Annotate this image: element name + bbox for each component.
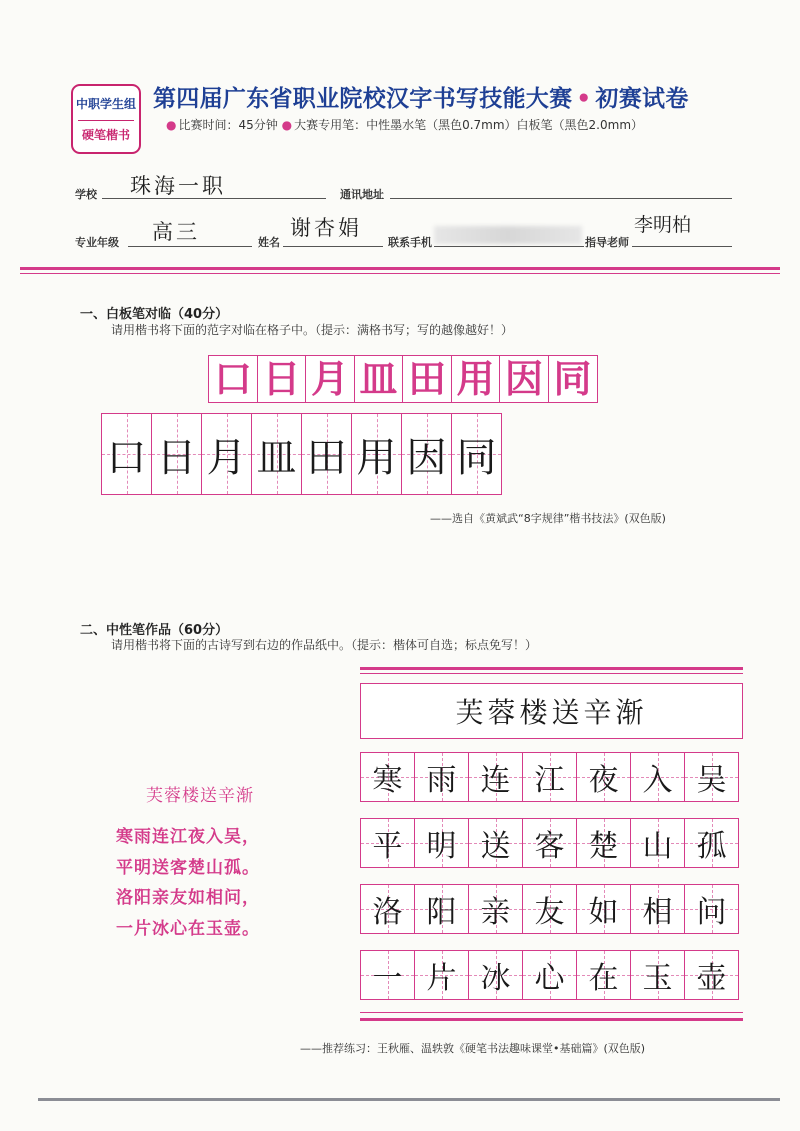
work-char: 洛	[372, 895, 403, 930]
title-dot: •	[576, 86, 592, 112]
work-char: 江	[534, 763, 565, 798]
phone-redacted	[434, 226, 582, 244]
model-char: 田	[402, 355, 452, 403]
work-char: 冰	[480, 961, 511, 996]
practice-cell[interactable]	[301, 413, 352, 495]
work-cell[interactable]	[360, 884, 415, 934]
practice-char: 田	[306, 434, 347, 481]
bullet-icon: ●	[166, 118, 177, 132]
work-char: 山	[642, 829, 673, 864]
model-char: 皿	[354, 355, 404, 403]
model-char: 日	[257, 355, 307, 403]
work-char: 壶	[696, 961, 727, 996]
work-char: 寒	[372, 763, 403, 798]
section2-title: 二、中性笔作品（60分）	[80, 623, 229, 638]
work-cell[interactable]	[468, 884, 523, 934]
work-paper-top-rule	[360, 667, 743, 670]
teacher-underline	[632, 245, 732, 247]
work-cell[interactable]	[576, 752, 631, 802]
model-char: 用	[451, 355, 501, 403]
name-value[interactable]: 谢杏娟	[290, 216, 362, 240]
work-cell[interactable]	[468, 818, 523, 868]
work-paper-top-rule-thin	[360, 673, 743, 674]
work-char: 夜	[588, 763, 619, 798]
exam-title-main: 第四届广东省职业院校汉字书写技能大赛	[153, 86, 573, 112]
work-row	[360, 950, 738, 1000]
work-char: 如	[588, 895, 619, 930]
header-divider-thin	[20, 273, 780, 274]
poem-title: 芙蓉楼送辛渐	[146, 786, 254, 806]
poem-line: 平明送客楚山孤。	[116, 858, 260, 878]
poem-line: 洛阳亲友如相问，	[116, 888, 260, 908]
work-cell[interactable]	[684, 884, 739, 934]
work-char: 亲	[480, 895, 511, 930]
spec-pen: 大赛专用笔：中性墨水笔（黑色0.7mm）白板笔（黑色2.0mm）	[294, 118, 644, 132]
name-label: 姓名	[258, 236, 280, 249]
work-char: 吴	[696, 763, 727, 798]
practice-char: 日	[156, 434, 197, 481]
work-char: 入	[642, 763, 673, 798]
practice-grid-row	[101, 413, 501, 495]
work-cell[interactable]	[684, 752, 739, 802]
phone-label: 联系手机	[388, 236, 432, 249]
teacher-value[interactable]: 李明柏	[634, 214, 692, 236]
category-badge	[71, 84, 141, 154]
work-cell[interactable]	[522, 818, 577, 868]
practice-char: 月	[206, 434, 247, 481]
badge-divider	[78, 120, 134, 121]
work-cell[interactable]	[360, 752, 415, 802]
work-cell[interactable]	[576, 950, 631, 1000]
model-char-row	[208, 355, 596, 403]
teacher-label: 指导老师	[585, 236, 629, 249]
work-cell[interactable]	[522, 752, 577, 802]
work-cell[interactable]	[414, 884, 469, 934]
work-char: 问	[696, 895, 727, 930]
name-underline	[283, 245, 383, 247]
work-char: 在	[588, 961, 619, 996]
badge-group-label: 中职学生组	[75, 97, 136, 111]
poem-line: 寒雨连江夜入吴，	[116, 827, 260, 847]
practice-char: 同	[456, 434, 497, 481]
work-char: 楚	[588, 829, 619, 864]
work-char: 平	[372, 829, 403, 864]
work-char: 明	[426, 829, 457, 864]
work-char: 客	[534, 829, 565, 864]
work-cell[interactable]	[576, 818, 631, 868]
work-cell[interactable]	[414, 818, 469, 868]
section2-hint: 请用楷书将下面的古诗写到右边的作品纸中。（提示：楷体可自选；标点免写！）	[111, 638, 538, 652]
model-char: 月	[305, 355, 355, 403]
work-char: 孤	[696, 829, 727, 864]
section1-title: 一、白板笔对临（40分）	[80, 307, 229, 322]
work-cell[interactable]	[360, 950, 415, 1000]
practice-char: 因	[406, 434, 447, 481]
work-cell[interactable]	[684, 950, 739, 1000]
grade-value[interactable]: 高三	[152, 220, 200, 244]
address-label: 通讯地址	[340, 188, 384, 201]
work-cell[interactable]	[630, 884, 685, 934]
work-cell[interactable]	[684, 818, 739, 868]
work-cell[interactable]	[576, 884, 631, 934]
work-char: 一	[372, 961, 403, 996]
grade-label: 专业年级	[75, 236, 119, 249]
work-char: 片	[426, 961, 457, 996]
work-cell[interactable]	[468, 950, 523, 1000]
practice-char: 用	[356, 434, 397, 481]
work-char: 友	[534, 895, 565, 930]
school-value[interactable]: 珠海一职	[130, 174, 226, 198]
work-char: 送	[480, 829, 511, 864]
header-divider-thick	[20, 267, 780, 270]
exam-title-suffix: 初赛试卷	[595, 86, 689, 112]
practice-cell[interactable]	[101, 413, 152, 495]
spec-time: 比赛时间：45分钟	[178, 118, 278, 132]
work-paper-bottom-rule-thin	[360, 1012, 743, 1013]
model-char: 因	[499, 355, 549, 403]
practice-cell[interactable]	[351, 413, 402, 495]
work-char: 玉	[642, 961, 673, 996]
address-underline[interactable]	[390, 197, 732, 199]
school-underline	[102, 197, 326, 199]
badge-style-label: 硬笔楷书	[81, 128, 130, 142]
work-row	[360, 818, 738, 868]
exam-title	[153, 80, 689, 113]
work-cell[interactable]	[468, 752, 523, 802]
work-char: 阳	[426, 895, 457, 930]
phone-underline	[434, 245, 584, 247]
work-char: 连	[480, 763, 511, 798]
model-char: 口	[208, 355, 258, 403]
work-cell[interactable]	[414, 950, 469, 1000]
section1-source: ——选自《黄斌武“8字规律”楷书技法》(双色版)	[430, 512, 666, 525]
work-char: 心	[534, 961, 565, 996]
recommend-note: ——推荐练习：王秋雁、温轶敦《硬笔书法趣味课堂•基础篇》(双色版)	[300, 1042, 646, 1055]
practice-cell[interactable]	[451, 413, 502, 495]
work-cell[interactable]	[630, 818, 685, 868]
practice-cell[interactable]	[251, 413, 302, 495]
practice-cell[interactable]	[151, 413, 202, 495]
work-cell[interactable]	[630, 950, 685, 1000]
work-row	[360, 884, 738, 934]
practice-char: 皿	[256, 434, 297, 481]
exam-spec	[166, 116, 643, 133]
page-bottom-rule	[38, 1098, 780, 1101]
work-char: 雨	[426, 763, 457, 798]
practice-cell[interactable]	[401, 413, 452, 495]
work-cell[interactable]	[360, 818, 415, 868]
work-char: 相	[642, 895, 673, 930]
work-cell[interactable]	[630, 752, 685, 802]
school-label: 学校	[75, 188, 97, 201]
practice-cell[interactable]	[201, 413, 252, 495]
work-paper-bottom-rule	[360, 1018, 743, 1021]
section1-hint: 请用楷书将下面的范字对临在格子中。（提示：满格书写；写的越像越好！）	[111, 323, 514, 337]
work-row	[360, 752, 738, 802]
work-cell[interactable]	[522, 884, 577, 934]
bullet-icon: ●	[281, 118, 293, 132]
practice-char: 口	[106, 434, 147, 481]
poem-line: 一片冰心在玉壶。	[116, 919, 260, 939]
model-char: 同	[548, 355, 598, 403]
work-title-box[interactable]: 芙蓉楼送辛渐	[360, 683, 743, 739]
work-cell[interactable]	[522, 950, 577, 1000]
work-cell[interactable]	[414, 752, 469, 802]
grade-underline	[128, 245, 252, 247]
